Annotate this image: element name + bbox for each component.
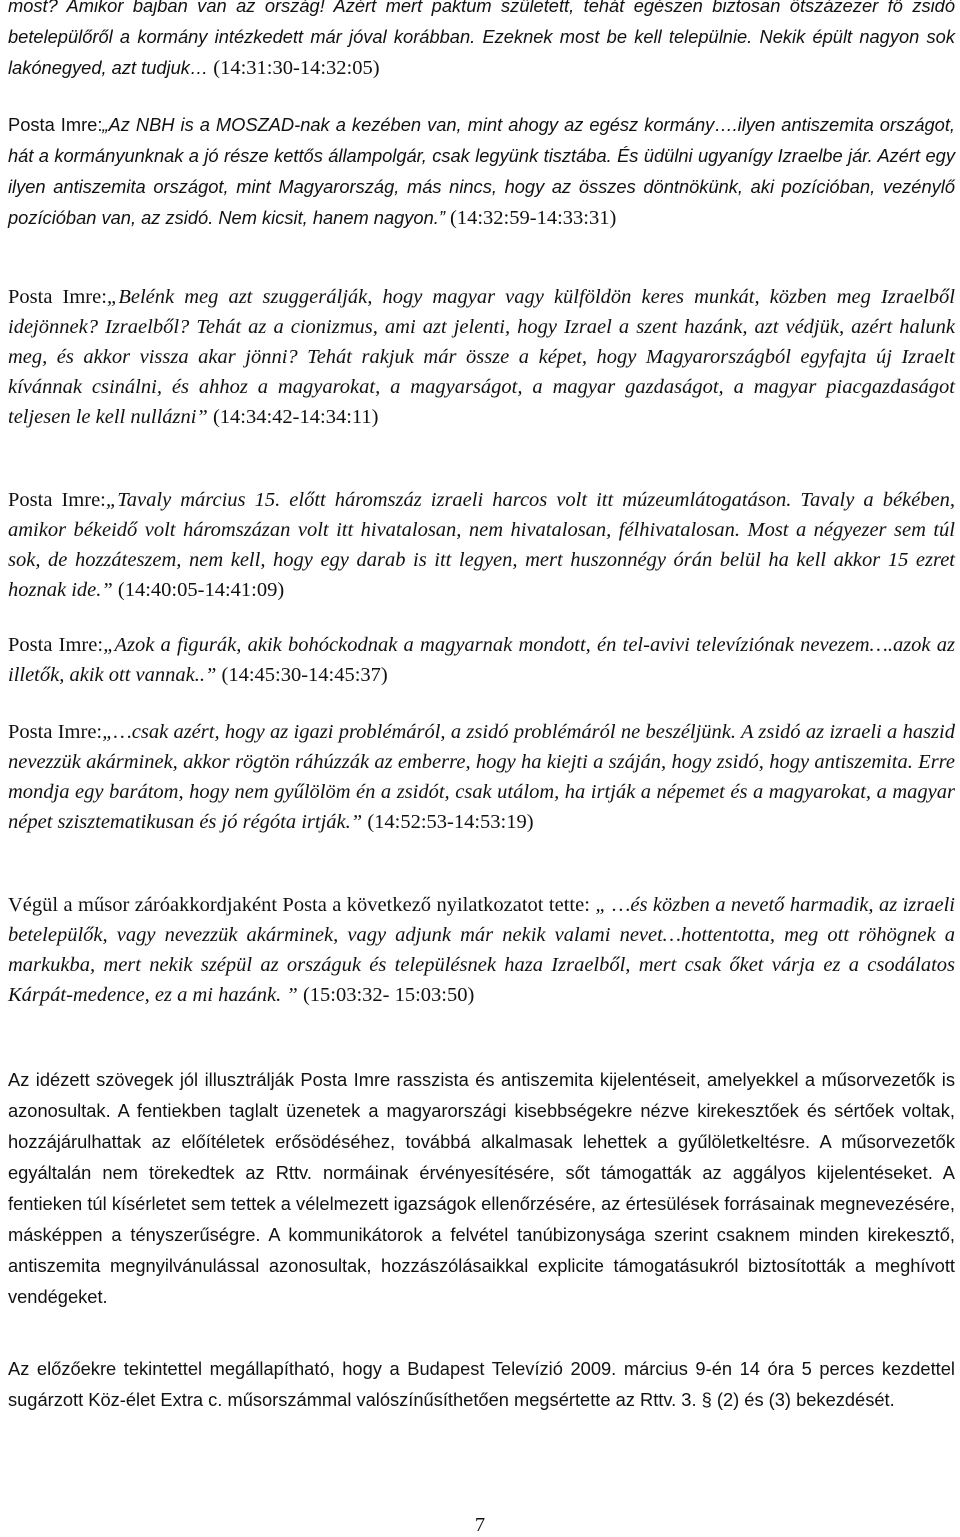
paragraph-quote-continuation: [8, 0, 955, 84]
paragraph-quote: [8, 283, 955, 433]
speaker-label: Posta Imre:: [8, 634, 104, 656]
quote-text: „…csak azért, hogy az igazi problémáról, a zsidó problémáról ne beszéljünk. A zsidó az izraeli a haszid nevezzük akárminek, akkor rögtön ráhúzzák az emberre, hogy ha kiejti a száján, hogy zsidó, hogy antiszemita. Erre mondja egy barátom, hogy nem gyűlölöm én a zsidót, csak utálom, ha irtják a népemet és a magyarokat, a magyar népet szisztematikusan és jó régóta irtják.”: [8, 721, 955, 833]
body-text: Az idézett szövegek jól illusztrálják Posta Imre rasszista és antiszemita kijelentéseit, amelyekkel a műsorvezetők is azonosultak. A fentiekben taglalt üzenetek a magyarországi kisebbségekre nézve kirekesztőek és sértőek voltak, hozzájárulhattak az előítéletek erősödéséhez, továbbá alkalmasak lehettek a gyűlöletkeltésre. A műsorvezetők egyáltalán nem törekedtek az Rttv. normáinak érvényesítésére, sőt támogatták az aggályos kijelentéseket. A fentieken túl kísérletet sem tettek a vélelmezett igazságok ellenőrzésére, az értesülések forrásainak megnevezésére, másképpen a tényszerűségre. A kommunikátorok a felvétel tanúbizonysága szerint csaknem minden kirekesztő, antiszemita megnyilvánulással azonosultak, hozzászólásaikkal explicite támogatásukról biztosították a meghívott vendégeket.: [8, 1069, 955, 1307]
paragraph-quote: [8, 110, 955, 234]
intro-text: Végül a műsor záróakkordjaként Posta a következő nyilatkozatot tette:: [8, 894, 596, 916]
page-number: 7: [474, 1514, 486, 1536]
paragraph-quote: [8, 486, 955, 606]
speaker-label: Posta Imre:: [8, 286, 107, 308]
paragraph-quote: [8, 718, 955, 838]
timestamp: (15:03:32- 15:03:50): [302, 984, 475, 1006]
timestamp: (14:31:30-14:32:05): [213, 57, 380, 79]
quote-text: most? Amikor bajban van az ország! Azért mert paktum született, tehát egészen biztosan ötszázezer fő zsidó betelepülőről a kormány intézkedett már jóval korábban. Ezeknek most be kell települnie. Nekik épült nagyon sok lakónegyed, azt tudjuk…: [8, 0, 955, 78]
timestamp: (14:40:05-14:41:09): [117, 579, 285, 601]
timestamp: (14:34:42-14:34:11): [212, 406, 379, 428]
quote-text: „ …és közben a nevető harmadik, az izraeli betelepülők, vagy nevezzük akárminek, vagy adjunk már nekik valami nevet…hottentotta, meg ott röhögnek a markukba, mert nekik szépül az országuk és településnek haza Izraelből, mert csak őket várja ez a csodálatos Kárpát-medence, ez a mi hazánk. ”: [8, 894, 955, 1006]
timestamp: (14:52:53-14:53:19): [367, 811, 534, 833]
paragraph-conclusion: [8, 1354, 955, 1416]
timestamp: (14:45:30-14:45:37): [221, 664, 388, 686]
speaker-label: Posta Imre:: [8, 114, 103, 135]
speaker-label: Posta Imre:: [8, 489, 106, 511]
paragraph-quote: [8, 631, 955, 691]
body-text: Az előzőekre tekintettel megállapítható, hogy a Budapest Televízió 2009. március 9-én 14 óra 5 perces kezdettel sugárzott Köz-élet Extra c. műsorszámmal valószínűsíthetően megsértette az Rttv. 3. § (2) és (3) bekezdését.: [8, 1358, 955, 1410]
quote-text: „Belénk meg azt szuggerálják, hogy magyar vagy külföldön keres munkát, közben meg Izraelből idejönnek? Izraelből? Tehát az a cionizmus, ami azt jelenti, hogy Izrael a szent hazánk, azt védjük, azért halunk meg, és akkor vissza akar jönni? Tehát rakjuk már össze a képet, hogy Magyarországból egyfajta új Izraelt kívánnak csinálni, és ahhoz a magyarokat, a magyarságot, a magyar gazdaságot, a magyar piacgazdaságot teljesen le kell nullázni”: [8, 286, 955, 428]
paragraph-assessment: [8, 1065, 955, 1313]
quote-text: „Tavaly március 15. előtt háromszáz izraeli harcos volt itt múzeumlátogatáson. Tavaly a békében, amikor békeidő volt háromszázan volt itt hivatalosan, nem hivatalosan, félhivatalosan. Most a négyezer sem túl sok, de hozzáteszem, nem kell, hogy egy darab is itt legyen, mert huszonnégy órán belül ha kell akkor 15 ezret hoznak ide.”: [8, 489, 955, 601]
quote-text: „Azok a figurák, akik bohóckodnak a magyarnak mondott, én tel-avivi televíziónak nevezem….azok az illetők, akik ott vannak..”: [8, 634, 955, 686]
paragraph-closing-quote: [8, 891, 955, 1011]
quote-text: „Az NBH is a MOSZAD-nak a kezében van, mint ahogy az egész kormány….ilyen antiszemita országot, hát a kormányunknak a jó része kettős állampolgár, csak legyünk tisztába. És üdülni ugyanígy Izraelbe jár. Azért egy ilyen antiszemita országot, mint Magyarország, más nincs, hogy az összes döntnökünk, aki pozícióban, vezénylő pozícióban van, az zsidó. Nem kicsit, hanem nagyon.”: [8, 114, 955, 228]
timestamp: (14:32:59-14:33:31): [450, 207, 617, 229]
speaker-label: Posta Imre:: [8, 721, 103, 743]
